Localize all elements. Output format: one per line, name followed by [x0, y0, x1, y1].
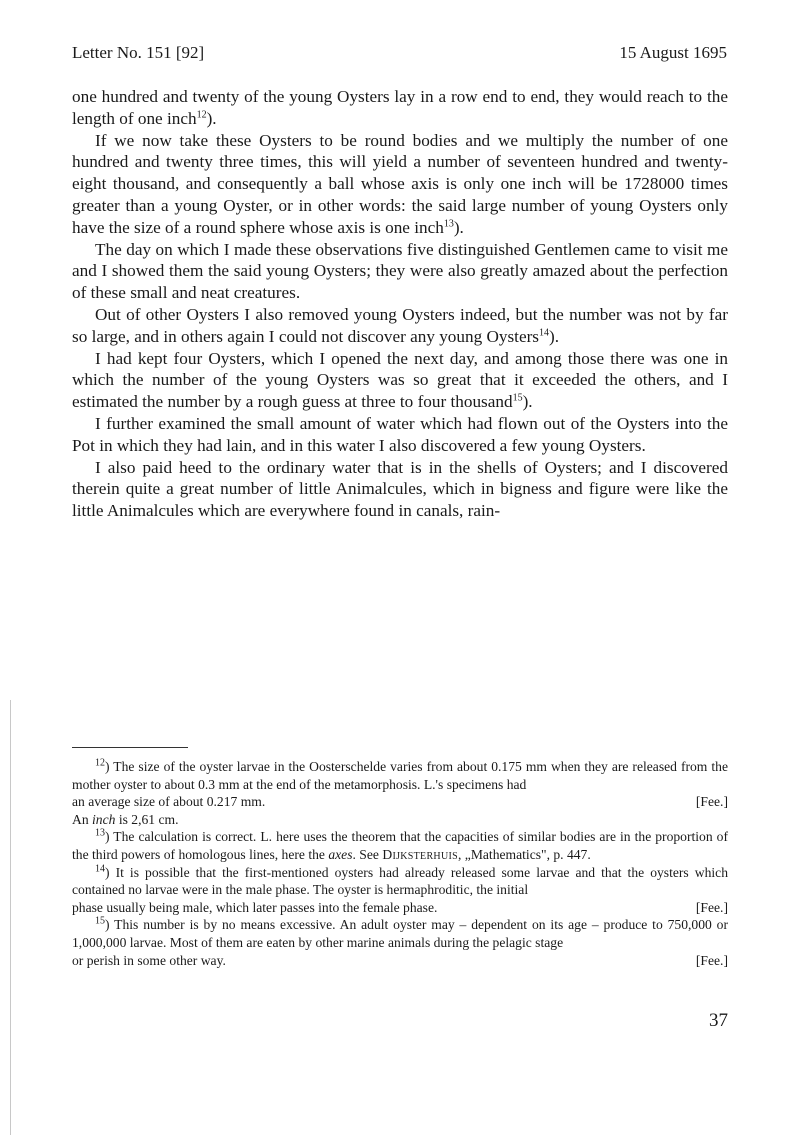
- footnote-ref: 14: [538, 327, 549, 339]
- footnote-number: 15: [95, 915, 105, 927]
- footnote-12-last-line: an average size of about 0.217 mm. [Fee.]: [72, 794, 728, 810]
- paragraph: If we now take these Oysters to be round bodies and we multiply the number of one hundred and twenty three times, this will yield a number of seventeen hundred and twenty-eight thousand, and consequently a ball whose axis is only one inch will be 1728000 times greater than a young Oyster, or in other words: the said large number of young Oysters only have the size of a round sphere whose axis is one inch$^{13}$).: [72, 130, 728, 237]
- footnote-14-last-line: phase usually being male, which later passes into the female phase. [Fee.]: [72, 899, 728, 915]
- paragraph: I had kept four Oysters, which I opened the next day, and among those there was one in which the number of the young Oysters was so great that it exceeded the others, and I estimated the number by a rough guess at three to four thousand$^{15}$).: [72, 348, 728, 412]
- header-date: 15 August 1695: [619, 43, 727, 62]
- footnote-15-last-line: or perish in some other way. [Fee.]: [72, 952, 728, 968]
- footnote-number: 14: [95, 863, 105, 875]
- footnote-ref: 15: [512, 392, 523, 404]
- author-name: Dijksterhuis: [382, 846, 458, 862]
- footnote-14: $^{14}$) It is possible that the first-mentioned oysters had already released some larvae and that the oysters which contained no larvae were in the male phase. The oyster is hermaphroditic, the initial: [72, 863, 728, 898]
- header-letter-number: Letter No. 151 [92]: [72, 43, 205, 62]
- main-text: [72, 86, 728, 522]
- footnote-number: 12: [95, 757, 105, 769]
- running-header: [72, 43, 727, 63]
- editor-tag: [Fee.]: [695, 899, 728, 915]
- paragraph: I also paid heed to the ordinary water that is in the shells of Oysters; and I discovered therein quite a great number of little Animalcules, which in bigness and figure were like the little Animalcules which are everywhere found in canals, rain-: [72, 457, 728, 521]
- editor-tag: [Fee.]: [695, 794, 728, 810]
- footnote-divider: [72, 747, 188, 748]
- footnotes: [72, 758, 728, 969]
- footnote-ref: 12: [196, 109, 207, 121]
- page-number: 37: [709, 1010, 728, 1031]
- editor-tag: [Fee.]: [695, 952, 728, 968]
- footnote-15: $^{15}$) This number is by no means excessive. An adult oyster may – dependent on its age – produce to 750,000 or 1,000,000 larvae. Most of them are eaten by other marine animals during the pelagic stage: [72, 915, 728, 950]
- paragraph: I further examined the small amount of water which had flown out of the Oysters into the Pot in which they had lain, and in this water I also discovered a few young Oysters.: [72, 413, 728, 455]
- footnote-12: $^{12}$) The size of the oyster larvae in the Oosterschelde varies from about 0.175 mm when they are released from the mother oyster to about 0.3 mm at the end of the metamorphosis. L.'s specimens had: [72, 757, 728, 792]
- scan-edge-line: [10, 700, 11, 1135]
- footnote-number: 13: [95, 827, 105, 839]
- paragraph: The day on which I made these observations five distinguished Gentlemen came to visit me and I showed them the said young Oysters; they were also greatly amazed about the perfection of these small and neat creatures.: [72, 239, 728, 303]
- footnote-13: $^{13}$) The calculation is correct. L. here uses the theorem that the capacities of similar bodies are in the proportion of the third powers of homologous lines, here the axes. See Dijksterhuis, „Mathematics", p. 447.: [72, 827, 728, 862]
- footnote-12-inch: An inch is 2,61 cm.: [72, 811, 179, 827]
- footnote-ref: 13: [443, 218, 454, 230]
- paragraph: Out of other Oysters I also removed young Oysters indeed, but the number was not by far so large, and in others again I could not discover any young Oysters$^{14}$).: [72, 304, 728, 346]
- paragraph: one hundred and twenty of the young Oysters lay in a row end to end, they would reach to the length of one inch$^{12}$).: [72, 87, 728, 128]
